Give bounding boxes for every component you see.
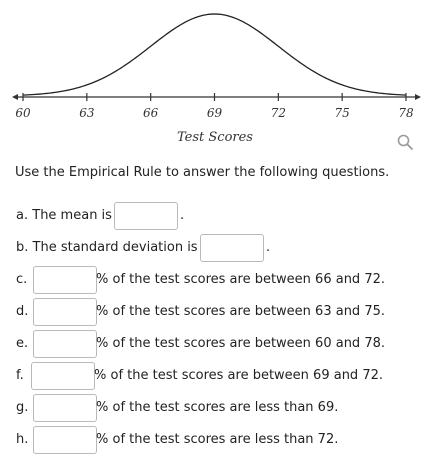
question-a-suffix: . — [180, 208, 185, 223]
pct-less-69-input[interactable] — [33, 394, 97, 422]
x-axis-left-arrow — [12, 94, 18, 100]
question-f-text: % of the test scores are between 69 and 72. — [94, 368, 383, 383]
question-g-text: % of the test scores are less than 69. — [96, 400, 339, 415]
instructions-text: Use the Empirical Rule to answer the following questions. — [15, 165, 390, 180]
x-axis-tick-label: 72 — [270, 106, 286, 120]
pct-69-72-input[interactable] — [31, 362, 95, 390]
bell-curve — [23, 14, 406, 95]
question-b-label — [16, 234, 198, 262]
pct-less-72-input[interactable] — [33, 426, 97, 454]
x-axis-tick-label: 63 — [79, 106, 95, 120]
x-axis-right-arrow — [415, 94, 421, 100]
question-b-suffix: . — [266, 240, 271, 255]
pct-60-78-input[interactable] — [33, 330, 97, 358]
question-letter: a. — [16, 208, 29, 223]
zoom-icon[interactable] — [396, 133, 414, 151]
x-axis-tick-label: 78 — [398, 106, 414, 120]
question-e-letter: e. — [16, 336, 29, 351]
x-axis-tick-label: 60 — [15, 106, 31, 120]
question-a-label — [16, 202, 112, 230]
question-f-letter: f. — [16, 368, 24, 383]
question-d-text: % of the test scores are between 63 and 75. — [96, 304, 385, 319]
mean-answer-input[interactable] — [114, 202, 178, 230]
x-axis-tick-label: 69 — [206, 106, 223, 120]
question-letter: b. — [16, 240, 29, 255]
pct-63-75-input[interactable] — [33, 298, 97, 326]
question-prefix: The mean is — [32, 208, 112, 223]
question-c-text: % of the test scores are between 66 and 72. — [96, 272, 385, 287]
x-axis-tick-label: 75 — [334, 106, 350, 120]
question-prefix: The standard deviation is — [32, 240, 198, 255]
question-h-text: % of the test scores are less than 72. — [96, 432, 339, 447]
pct-66-72-input[interactable] — [33, 266, 97, 294]
question-h-letter: h. — [16, 432, 29, 447]
normal-curve-graph — [0, 0, 433, 160]
x-axis-title: Test Scores — [177, 130, 253, 145]
question-c-letter: c. — [16, 272, 28, 287]
question-g-letter: g. — [16, 400, 29, 415]
sd-answer-input[interactable] — [200, 234, 264, 262]
question-d-letter: d. — [16, 304, 29, 319]
x-axis-tick-label: 66 — [143, 106, 159, 120]
question-e-text: % of the test scores are between 60 and 78. — [96, 336, 385, 351]
